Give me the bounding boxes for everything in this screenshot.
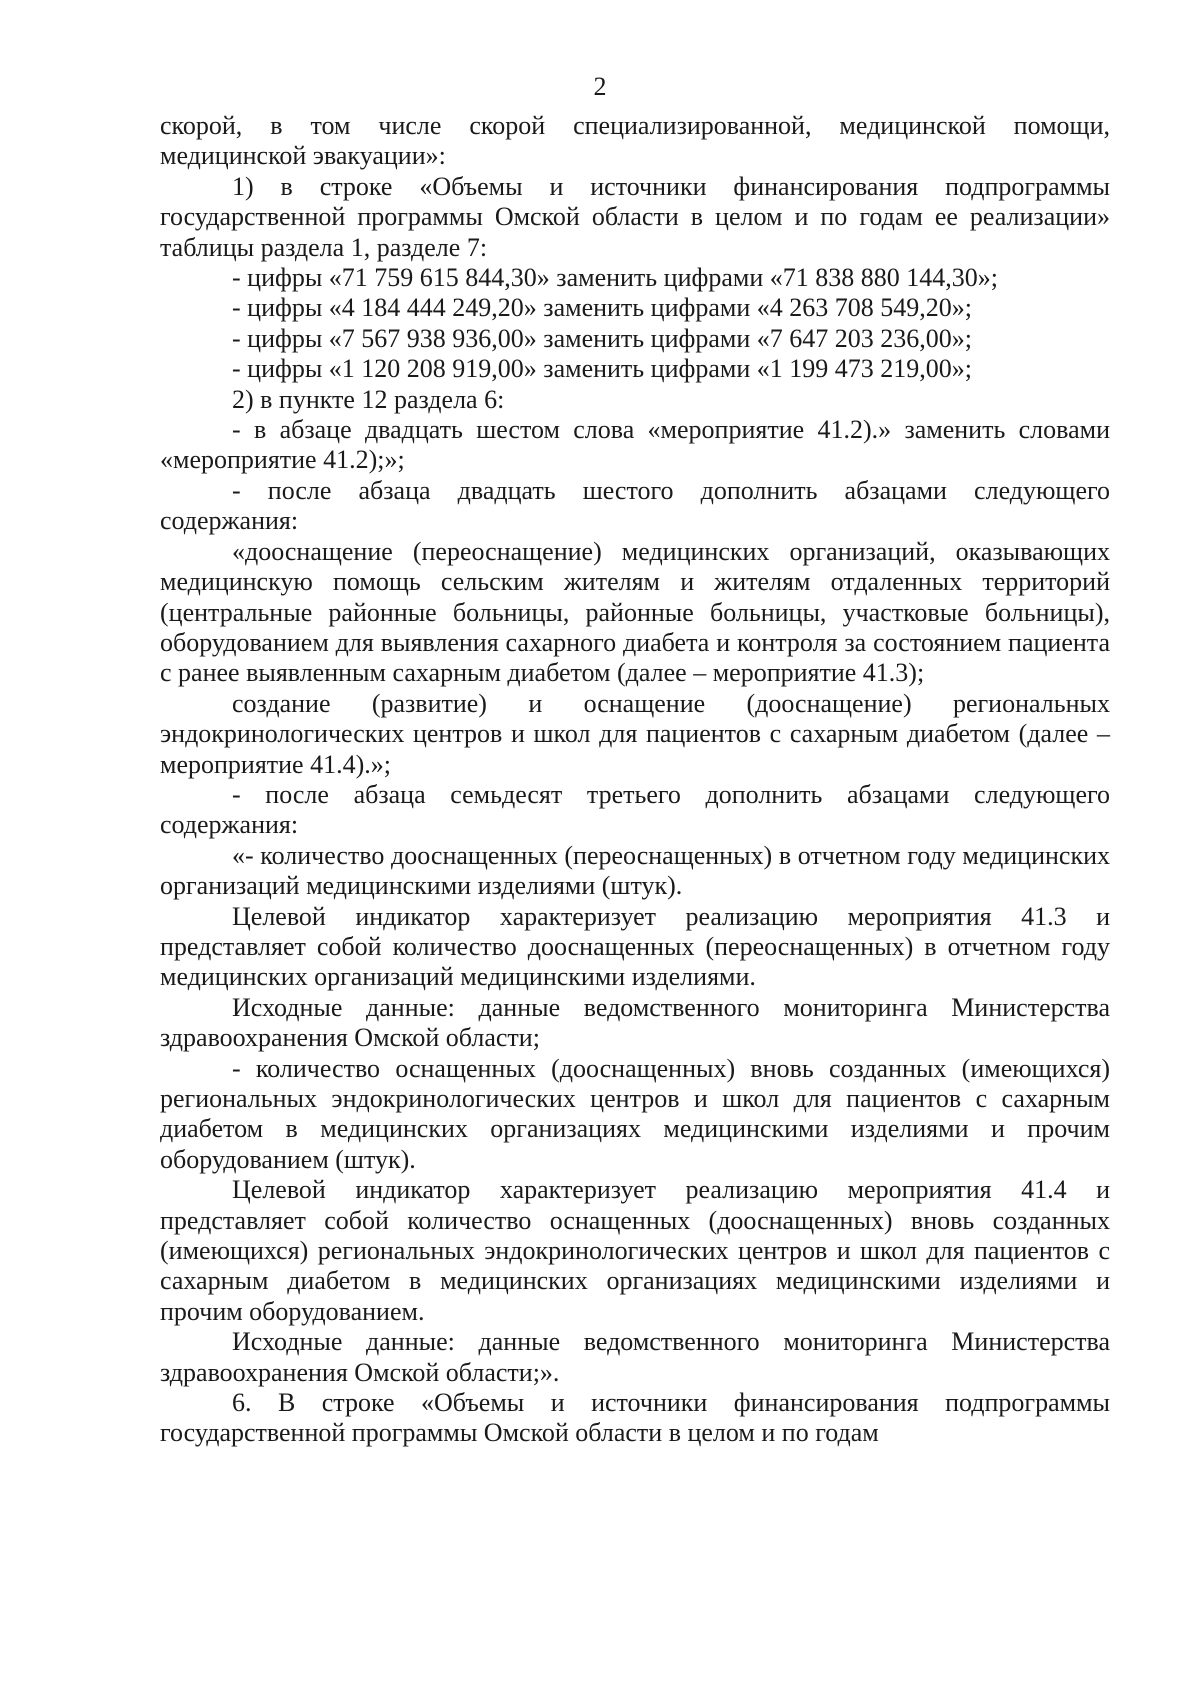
paragraph-item-1: 1) в строке «Объемы и источники финансирования подпрограммы государственной программы Омской области в целом и по годам ее реализации» таблицы раздела 1, разделе 7: xyxy=(160,171,1110,262)
paragraph-indicator-count-1: «- количество дооснащенных (переоснащенных) в отчетном году медицинских организаций медицинскими изделиями (штук). xyxy=(160,840,1110,901)
paragraph-measure-41-3: «дооснащение (переоснащение) медицинских организаций, оказывающих медицинскую помощь сельским жителям и жителям отдаленных территорий (центральные районные больницы, районные больницы, участковые больницы), оборудованием для выявления сахарного диабета и контроля за состоянием пациента с ранее выявленным сахарным диабетом (далее – мероприятие 41.3); xyxy=(160,536,1110,688)
paragraph-after-73: - после абзаца семьдесят третьего дополнить абзацами следующего содержания: xyxy=(160,779,1110,840)
paragraph-indicator-desc-2: Целевой индикатор характеризует реализацию мероприятия 41.4 и представляет собой количество оснащенных (дооснащенных) вновь созданных (имеющихся) региональных эндокринологических центров и школ для пациентов с сахарным диабетом в медицинских организациях медицинскими изделиями и прочим оборудованием. xyxy=(160,1175,1110,1326)
paragraph-replace-4: - цифры «1 120 208 919,00» заменить цифрами «1 199 473 219,00»; xyxy=(232,354,972,384)
paragraph-measure-41-4: создание (развитие) и оснащение (дооснащение) региональных эндокринологических центров и школ для пациентов с сахарным диабетом (далее – мероприятие 41.4).»; xyxy=(160,688,1110,779)
paragraph-item-2: 2) в пункте 12 раздела 6: xyxy=(232,384,505,414)
paragraph-indicator-count-2: - количество оснащенных (дооснащенных) вновь созданных (имеющихся) региональных эндокринологических центров и школ для пациентов с сахарным диабетом в медицинских организациях медицинскими изделиями и прочим оборудованием (штук). xyxy=(160,1053,1110,1174)
paragraph-indicator-desc-1: Целевой индикатор характеризует реализацию мероприятия 41.3 и представляет собой количество дооснащенных (переоснащенных) в отчетном году медицинских организаций медицинскими изделиями. xyxy=(160,901,1110,992)
paragraph-source-2: Исходные данные: данные ведомственного мониторинга Министерства здравоохранения Омской области;». xyxy=(160,1327,1110,1387)
paragraph-replace-2: - цифры «4 184 444 249,20» заменить цифрами «4 263 708 549,20»; xyxy=(232,293,972,323)
paragraph-replace-1: - цифры «71 759 615 844,30» заменить цифрами «71 838 880 144,30»; xyxy=(232,263,998,293)
paragraph-after-26: - после абзаца двадцать шестого дополнить абзацами следующего содержания: xyxy=(160,475,1110,536)
paragraph-replace-3: - цифры «7 567 938 936,00» заменить цифрами «7 647 203 236,00»; xyxy=(232,323,972,353)
paragraph-source-1: Исходные данные: данные ведомственного мониторинга Министерства здравоохранения Омской области; xyxy=(160,992,1110,1053)
paragraph-item-6: 6. В строке «Объемы и источники финансирования подпрограммы государственной программы Омской области в целом и по годам xyxy=(160,1388,1110,1448)
document-body xyxy=(160,111,1110,1449)
paragraph-amend-26: - в абзаце двадцать шестом слова «мероприятие 41.2).» заменить словами «мероприятие 41.2);»; xyxy=(160,415,1110,475)
paragraph-continuation: скорой, в том числе скорой специализированной, медицинской помощи, медицинской эвакуации»: xyxy=(160,111,1110,171)
page-number: 2 xyxy=(593,72,607,101)
